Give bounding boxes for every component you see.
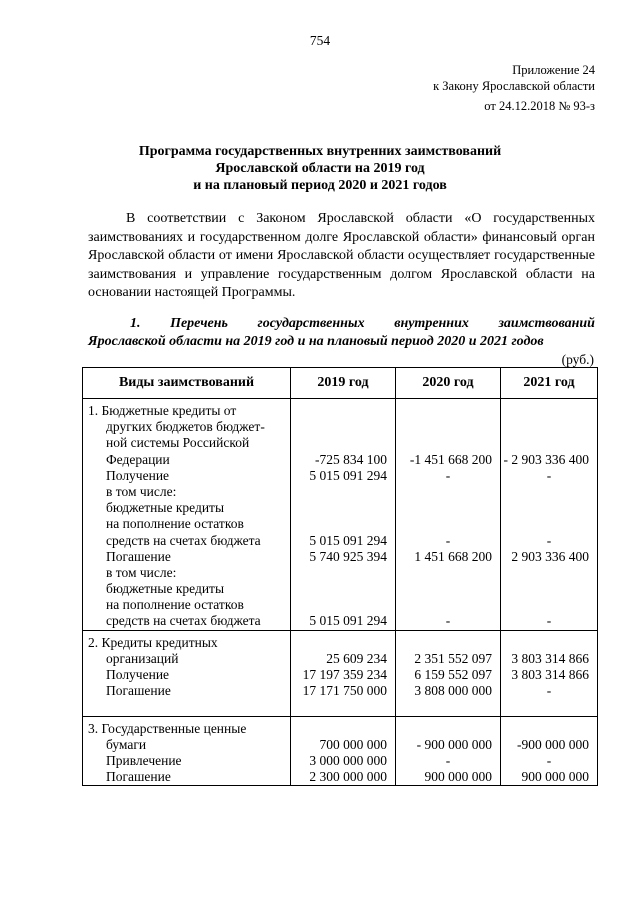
header-2019: 2019 год (291, 368, 396, 399)
g3-receipt-2021: - (546, 752, 552, 768)
g2-repay-2020: 3 808 000 000 (414, 683, 492, 699)
title-line-1: Программа государственных внутренних заимствований (138, 144, 502, 159)
g1-name-line: средств на счетах бюджета (106, 532, 261, 548)
section-word-4: заимствований (498, 316, 595, 331)
g1-total-2021: - 2 903 336 400 (503, 451, 589, 467)
g1-repay-sub-2019: 5 015 091 294 (309, 613, 387, 629)
g1-2019-cell (291, 399, 396, 631)
g1-name-line: на пополнение остатков (106, 516, 244, 532)
g1-2020-cell (396, 399, 501, 631)
g1-receipt-sub-2021: - (546, 532, 552, 548)
g1-name-line: бюджетные кредиты (106, 581, 225, 597)
g1-name-line: Федерации (106, 451, 170, 467)
g3-name-line: Привлечение (106, 752, 182, 768)
g2-2021-cell (501, 630, 598, 716)
g1-name-line: на пополнение остатков (106, 597, 244, 613)
g1-repay-2021: 2 903 336 400 (511, 548, 589, 564)
g1-name-line: средств на счетах бюджета (106, 613, 261, 629)
g1-name-line: Получение (106, 467, 170, 483)
table-header-row (83, 368, 598, 399)
g3-repay-2019: 2 300 000 000 (309, 769, 387, 785)
g2-receipt-2020: 6 159 552 097 (414, 667, 492, 682)
g2-name-line: 2. Кредиты кредитных (88, 634, 218, 650)
g2-2019-cell (291, 630, 396, 716)
g1-total-2020: -1 451 668 200 (409, 451, 492, 467)
section-heading-line-2: Ярославской области на 2019 год и на плановый период 2020 и 2021 годов (88, 334, 544, 349)
intro-paragraph: В соответствии с Законом Ярославской области «О государственных заимствованиях и государственном долге Ярославской области» финансовый орган Ярославской области от имени Ярославской области осуществляет государственные заимствования и управление государственным долгом Ярославской области на основании настоящей Программы. (88, 211, 595, 301)
g1-name-line: Погашение (106, 548, 171, 564)
g2-name-cell (83, 630, 291, 716)
g1-receipt-2020: - (445, 467, 451, 483)
g1-receipt-2019: 5 015 091 294 (309, 467, 387, 483)
section-word-1: Перечень (170, 316, 228, 331)
g2-name-line: Получение (106, 667, 170, 682)
g2-name-line: Погашение (106, 683, 171, 699)
g1-name-line: в том числе: (106, 483, 177, 499)
g2-repay-2019: 17 171 750 000 (302, 683, 387, 699)
section-word-3: внутренних (394, 316, 469, 331)
g1-name-line: ной системы Российской (106, 435, 250, 451)
g2-total-2019: 25 609 234 (326, 650, 387, 666)
g3-name-cell (83, 716, 291, 786)
g3-2020-cell (396, 716, 501, 786)
g3-total-2020: - 900 000 000 (416, 736, 492, 752)
g2-receipt-2019: 17 197 359 234 (302, 667, 387, 682)
title-line-3: и на плановый период 2020 и 2021 годов (193, 178, 447, 193)
g2-total-2021: 3 803 314 866 (511, 650, 589, 666)
title-line-2: Ярославской области на 2019 год (215, 161, 425, 176)
g3-total-2019: 700 000 000 (319, 736, 387, 752)
g1-receipt-sub-2019: 5 015 091 294 (309, 532, 387, 548)
g3-name-line: 3. Государственные ценные (88, 720, 247, 736)
appendix-date: от 24.12.2018 № 93-з (484, 99, 595, 113)
g3-name-line: Погашение (106, 769, 171, 785)
g1-receipt-2021: - (546, 467, 552, 483)
table-row-budget-credits (83, 399, 598, 631)
header-2020: 2020 год (396, 368, 501, 399)
section-number: 1. (130, 316, 141, 331)
page-number: 754 (309, 33, 331, 48)
g2-2020-cell (396, 630, 501, 716)
g2-name-line: организаций (106, 650, 179, 666)
document-title (60, 143, 580, 194)
header-2021: 2021 год (501, 368, 598, 399)
g3-receipt-2020: - (445, 752, 451, 768)
appendix-law: к Закону Ярославской области (433, 79, 595, 93)
g3-2021-cell (501, 716, 598, 786)
g1-repay-sub-2021: - (546, 613, 552, 629)
g1-repay-sub-2020: - (445, 613, 451, 629)
g1-name-line: другких бюджетов бюджет- (106, 419, 265, 435)
g3-repay-2021: 900 000 000 (521, 769, 589, 785)
g3-2019-cell (291, 716, 396, 786)
g2-total-2020: 2 351 552 097 (414, 650, 492, 666)
borrowings-table (82, 367, 598, 786)
table-row-bank-credits (83, 630, 598, 716)
appendix-label: Приложение 24 (512, 63, 595, 77)
section-heading (88, 315, 595, 351)
header-type: Виды заимствований (83, 368, 291, 399)
g1-repay-2020: 1 451 668 200 (414, 548, 492, 564)
g1-name-line: 1. Бюджетные кредиты от (88, 403, 237, 418)
table-row-securities (83, 716, 598, 786)
g1-name-line: бюджетные кредиты (106, 500, 225, 516)
g3-total-2021: -900 000 000 (517, 736, 589, 752)
g3-name-line: бумаги (106, 736, 147, 752)
g1-receipt-sub-2020: - (445, 532, 451, 548)
g2-receipt-2021: 3 803 314 866 (511, 667, 589, 682)
g1-2021-cell (501, 399, 598, 631)
g1-name-line: в том числе: (106, 564, 177, 580)
g3-receipt-2019: 3 000 000 000 (309, 752, 387, 768)
g1-repay-2019: 5 740 925 394 (309, 548, 387, 564)
g1-total-2019: -725 834 100 (315, 451, 387, 467)
g1-name-cell (83, 399, 291, 631)
section-word-2: государственных (257, 316, 365, 331)
g3-repay-2020: 900 000 000 (424, 769, 492, 785)
g2-repay-2021: - (546, 683, 552, 699)
currency-unit: (руб.) (561, 352, 594, 367)
